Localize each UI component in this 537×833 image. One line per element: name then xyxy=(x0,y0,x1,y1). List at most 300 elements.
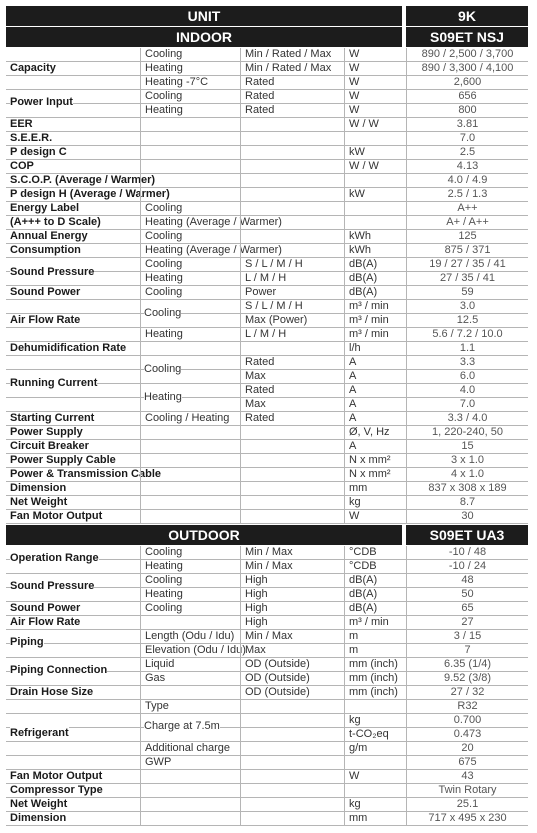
cell-c3: Rated xyxy=(240,90,344,103)
table-row xyxy=(6,602,528,616)
cell-c2 xyxy=(140,496,240,509)
table-row xyxy=(6,286,528,300)
cell-c1 xyxy=(10,742,136,755)
cell-c4: kWh xyxy=(344,230,406,243)
indoor-label: INDOOR xyxy=(176,29,232,45)
cell-c4: W xyxy=(344,770,406,783)
cell-c5: 30 xyxy=(406,510,528,523)
cell-c3: High xyxy=(240,588,344,601)
table-row xyxy=(6,454,528,468)
cell-c3: Rated xyxy=(240,76,344,89)
cell-c4: kWh xyxy=(344,244,406,257)
cell-c4: mm (inch) xyxy=(344,658,406,671)
cell-c5: 0.473 xyxy=(406,728,528,741)
cell-c3 xyxy=(240,426,344,439)
table-row xyxy=(6,798,528,812)
cell-c2 xyxy=(140,146,240,159)
table-row xyxy=(6,48,528,62)
cell-c1: Power & Transmission Cable xyxy=(10,468,161,480)
cell-c3 xyxy=(240,714,344,727)
cell-c1 xyxy=(10,398,136,411)
indoor-model-header xyxy=(406,27,528,47)
cell-c2: Cooling xyxy=(140,546,240,559)
cell-c2: Cooling xyxy=(140,90,240,103)
cell-c2 xyxy=(140,616,240,629)
cell-c3 xyxy=(240,728,344,741)
cell-c2: Elevation (Odu / Idu) xyxy=(140,644,240,657)
table-row xyxy=(6,426,528,440)
cell-c4: mm (inch) xyxy=(344,672,406,685)
cell-c4: dB(A) xyxy=(344,602,406,615)
cell-c4: m xyxy=(344,644,406,657)
piping-label: Piping xyxy=(10,636,44,648)
cell-c3: High xyxy=(240,616,344,629)
cell-c3 xyxy=(240,742,344,755)
cell-c4: l/h xyxy=(344,342,406,355)
cell-c2: Heating (Average / Warmer) xyxy=(140,244,344,257)
cell-c4: A xyxy=(344,398,406,411)
cell-c3: Rated xyxy=(240,104,344,117)
cell-c3 xyxy=(240,244,344,257)
cell-c3 xyxy=(240,812,344,825)
cell-c4 xyxy=(344,756,406,769)
cell-c5: 27 / 35 / 41 xyxy=(406,272,528,285)
cell-c3 xyxy=(240,230,344,243)
cell-c5: 3 / 15 xyxy=(406,630,528,643)
table-row xyxy=(6,630,528,644)
cell-c4: mm (inch) xyxy=(344,686,406,699)
air-flow-cooling-label: Cooling xyxy=(144,307,182,319)
cell-c4 xyxy=(344,700,406,713)
cell-c2 xyxy=(140,426,240,439)
cell-c5: 50 xyxy=(406,588,528,601)
cell-c2: Cooling xyxy=(140,574,240,587)
cell-c1: COP xyxy=(10,160,34,172)
cell-c2: Cooling xyxy=(140,230,240,243)
cell-c2 xyxy=(140,160,240,173)
cell-c2 xyxy=(140,174,240,187)
cell-c1 xyxy=(10,328,136,341)
unit-label: UNIT xyxy=(187,8,221,24)
cell-c1: Sound Power xyxy=(10,286,81,298)
cell-c4 xyxy=(344,216,406,229)
cell-c2 xyxy=(140,784,240,797)
cell-c2 xyxy=(140,686,240,699)
cell-c4: A xyxy=(344,370,406,383)
cell-c4 xyxy=(344,132,406,145)
indoor-header xyxy=(6,27,402,47)
cell-c4: m³ / min xyxy=(344,300,406,313)
cell-c4: °CDB xyxy=(344,560,406,573)
cell-c3: L / M / H xyxy=(240,272,344,285)
table-row xyxy=(6,328,528,342)
cell-c2: Cooling xyxy=(140,48,240,61)
cell-c1: (A+++ to D Scale) xyxy=(10,216,101,228)
indoor-model: S09ET NSJ xyxy=(430,29,504,45)
running-cooling-label: Cooling xyxy=(144,363,182,375)
cell-c3 xyxy=(240,160,344,173)
table-row xyxy=(6,62,528,76)
cell-c5: 3.0 xyxy=(406,300,528,313)
cell-c1: Circuit Breaker xyxy=(10,440,89,452)
cell-c5: 19 / 27 / 35 / 41 xyxy=(406,258,528,271)
cell-c3 xyxy=(240,202,344,215)
table-row xyxy=(6,342,528,356)
cell-c1 xyxy=(10,48,136,61)
outdoor-sound-pressure-label: Sound Pressure xyxy=(10,580,95,592)
table-row xyxy=(6,616,528,630)
cell-c2 xyxy=(140,440,240,453)
cell-c5: 20 xyxy=(406,742,528,755)
cell-c5: 4.0 xyxy=(406,384,528,397)
table-row xyxy=(6,412,528,426)
cell-c3 xyxy=(240,770,344,783)
cell-c5: 12.5 xyxy=(406,314,528,327)
cell-c1 xyxy=(10,76,136,89)
cell-c5: A+ / A++ xyxy=(406,216,528,229)
cell-c4: °CDB xyxy=(344,546,406,559)
cell-c5: -10 / 48 xyxy=(406,546,528,559)
table-row xyxy=(6,440,528,454)
cell-c4: g/m xyxy=(344,742,406,755)
table-row xyxy=(6,314,528,328)
cell-c3 xyxy=(240,216,344,229)
cell-c4: A xyxy=(344,384,406,397)
table-row xyxy=(6,784,528,798)
cell-c4: dB(A) xyxy=(344,258,406,271)
cell-c3 xyxy=(240,756,344,769)
cell-c4: W xyxy=(344,62,406,75)
cell-c5: 2.5 xyxy=(406,146,528,159)
cell-c1: Energy Label xyxy=(10,202,80,214)
cell-c1: P design H (Average / Warmer) xyxy=(10,188,170,200)
cell-c4 xyxy=(344,202,406,215)
cell-c5: 4.0 / 4.9 xyxy=(406,174,528,187)
cell-c3: S / L / M / H xyxy=(240,258,344,271)
table-row xyxy=(6,770,528,784)
cell-c2 xyxy=(140,468,240,481)
table-row xyxy=(6,714,528,728)
cell-c4: W / W xyxy=(344,118,406,131)
table-row xyxy=(6,812,528,826)
cell-c5: 5.6 / 7.2 / 10.0 xyxy=(406,328,528,341)
power-input-label: Power Input xyxy=(10,96,73,108)
table-row xyxy=(6,104,528,118)
cell-c5: 25.1 xyxy=(406,798,528,811)
cell-c3: Rated xyxy=(240,412,344,425)
cell-c1: Annual Energy xyxy=(10,230,88,242)
cell-c3 xyxy=(240,440,344,453)
cell-c5: 2.5 / 1.3 xyxy=(406,188,528,201)
cell-c2: GWP xyxy=(140,756,240,769)
cell-c4: W xyxy=(344,90,406,103)
cell-c1: Fan Motor Output xyxy=(10,770,103,782)
cell-c3 xyxy=(240,784,344,797)
cell-c2: Heating xyxy=(140,328,240,341)
cell-c2 xyxy=(140,770,240,783)
cell-c2: Heating (Average / Warmer) xyxy=(140,216,344,229)
cell-c4: W xyxy=(344,76,406,89)
cell-c4: A xyxy=(344,412,406,425)
cell-c4: mm xyxy=(344,482,406,495)
cell-c4: m xyxy=(344,630,406,643)
capacity-label: Capacity xyxy=(10,62,56,74)
cell-c5: 8.7 xyxy=(406,496,528,509)
cell-c1: Net Weight xyxy=(10,798,68,810)
cell-c1 xyxy=(10,356,136,369)
running-current-label: Running Current xyxy=(10,377,98,389)
table-row xyxy=(6,300,528,314)
cell-c1 xyxy=(10,300,136,313)
cell-c3 xyxy=(240,482,344,495)
cell-c5: 800 xyxy=(406,104,528,117)
cell-c2: Heating xyxy=(140,62,240,75)
cell-c3 xyxy=(240,510,344,523)
cell-c2: Cooling xyxy=(140,602,240,615)
cell-c3: Min / Max xyxy=(240,560,344,573)
cell-c5: 656 xyxy=(406,90,528,103)
cell-c5: 2,600 xyxy=(406,76,528,89)
table-row xyxy=(6,244,528,258)
cell-c4: N x mm² xyxy=(344,468,406,481)
unit-header xyxy=(6,6,402,26)
table-row xyxy=(6,510,528,524)
cell-c3: Min / Max xyxy=(240,546,344,559)
running-heating-label: Heating xyxy=(144,391,182,403)
cell-c3: S / L / M / H xyxy=(240,300,344,313)
cell-c2: Heating xyxy=(140,588,240,601)
cell-c1: Dimension xyxy=(10,482,67,494)
cell-c2: Cooling xyxy=(140,286,240,299)
cell-c3 xyxy=(240,342,344,355)
table-row xyxy=(6,216,528,230)
cell-c4: W xyxy=(344,48,406,61)
cell-c5: 6.0 xyxy=(406,370,528,383)
table-row xyxy=(6,90,528,104)
cell-c2 xyxy=(140,454,240,467)
cell-c3 xyxy=(240,174,344,187)
cell-c3: Power xyxy=(240,286,344,299)
cell-c2: Additional charge xyxy=(140,742,344,755)
cell-c1 xyxy=(10,756,136,769)
cell-c2: Heating xyxy=(140,104,240,117)
cell-c4: W xyxy=(344,510,406,523)
cell-c1: S.C.O.P. (Average / Warmer) xyxy=(10,174,156,186)
cell-c4: kg xyxy=(344,496,406,509)
cell-c3: Min / Max xyxy=(240,630,344,643)
cell-c2 xyxy=(140,188,240,201)
cell-c1: Sound Power xyxy=(10,602,81,614)
table-row xyxy=(6,132,528,146)
cell-c5: 9.52 (3/8) xyxy=(406,672,528,685)
table-row xyxy=(6,230,528,244)
table-row xyxy=(6,496,528,510)
outdoor-model: S09ET UA3 xyxy=(429,527,505,543)
cell-c3: Min / Rated / Max xyxy=(240,62,344,75)
cell-c4: kW xyxy=(344,146,406,159)
table-row xyxy=(6,174,528,188)
cell-c3 xyxy=(240,132,344,145)
cell-c3 xyxy=(240,454,344,467)
cell-c2 xyxy=(140,118,240,131)
cell-c1 xyxy=(10,714,136,727)
cell-c4: dB(A) xyxy=(344,286,406,299)
cell-c2 xyxy=(140,342,240,355)
outdoor-model-header xyxy=(406,525,528,545)
cell-c5: 4 x 1.0 xyxy=(406,468,528,481)
cell-c2: Liquid xyxy=(140,658,240,671)
outdoor-label: OUTDOOR xyxy=(168,527,240,543)
cell-c4: kg xyxy=(344,714,406,727)
cell-c1: Power Supply Cable xyxy=(10,454,116,466)
table-row xyxy=(6,160,528,174)
cell-c1: Net Weight xyxy=(10,496,68,508)
cell-c3: OD (Outside) xyxy=(240,672,344,685)
cell-c5: 27 xyxy=(406,616,528,629)
cell-c3 xyxy=(240,468,344,481)
cell-c1: Consumption xyxy=(10,244,81,256)
table-row xyxy=(6,118,528,132)
cell-c5: 7.0 xyxy=(406,398,528,411)
cell-c5: 65 xyxy=(406,602,528,615)
cell-c5: 890 / 3,300 / 4,100 xyxy=(406,62,528,75)
model-size-header xyxy=(406,6,528,26)
cell-c3: Rated xyxy=(240,384,344,397)
cell-c2: Cooling xyxy=(140,202,240,215)
cell-c5: 7.0 xyxy=(406,132,528,145)
cell-c3 xyxy=(240,118,344,131)
table-row xyxy=(6,202,528,216)
table-row xyxy=(6,356,528,370)
cell-c5: 3.3 xyxy=(406,356,528,369)
table-row xyxy=(6,700,528,714)
cell-c2: Cooling xyxy=(140,258,240,271)
cell-c4: t-CO₂eq xyxy=(344,728,406,741)
cell-c5: 3 x 1.0 xyxy=(406,454,528,467)
cell-c1: Compressor Type xyxy=(10,784,103,796)
cell-c5: 675 xyxy=(406,756,528,769)
cell-c4: N x mm² xyxy=(344,454,406,467)
cell-c5: 1.1 xyxy=(406,342,528,355)
cell-c5: 7 xyxy=(406,644,528,657)
cell-c2 xyxy=(140,510,240,523)
cell-c4: dB(A) xyxy=(344,272,406,285)
cell-c5: 15 xyxy=(406,440,528,453)
cell-c2: Length (Odu / Idu) xyxy=(140,630,240,643)
cell-c4: A xyxy=(344,440,406,453)
cell-c2 xyxy=(140,482,240,495)
cell-c4: m³ / min xyxy=(344,616,406,629)
cell-c4: dB(A) xyxy=(344,574,406,587)
cell-c5: Twin Rotary xyxy=(406,784,528,797)
cell-c5: 125 xyxy=(406,230,528,243)
cell-c1 xyxy=(10,700,136,713)
table-row xyxy=(6,398,528,412)
cell-c5: 717 x 495 x 230 xyxy=(406,812,528,825)
cell-c5: 6.35 (1/4) xyxy=(406,658,528,671)
cell-c1: Dehumidification Rate xyxy=(10,342,127,354)
air-flow-rate-label: Air Flow Rate xyxy=(10,314,81,326)
cell-c3: High xyxy=(240,602,344,615)
cell-c4: dB(A) xyxy=(344,588,406,601)
cell-c4: W / W xyxy=(344,160,406,173)
cell-c5: 3.3 / 4.0 xyxy=(406,412,528,425)
cell-c5: -10 / 24 xyxy=(406,560,528,573)
cell-c3: OD (Outside) xyxy=(240,686,344,699)
cell-c5: 27 / 32 xyxy=(406,686,528,699)
cell-c3: Min / Rated / Max xyxy=(240,48,344,61)
cell-c3: Rated xyxy=(240,356,344,369)
refrigerant-label: Refrigerant xyxy=(10,727,69,739)
cell-c2 xyxy=(140,812,240,825)
refrigerant-charge-label: Charge at 7.5m xyxy=(144,720,220,732)
cell-c5: 890 / 2,500 / 3,700 xyxy=(406,48,528,61)
cell-c1: Dimension xyxy=(10,812,67,824)
table-row xyxy=(6,756,528,770)
table-row xyxy=(6,728,528,742)
cell-c3 xyxy=(240,146,344,159)
model-size: 9K xyxy=(458,8,476,24)
sound-pressure-label: Sound Pressure xyxy=(10,266,95,278)
cell-c4: m³ / min xyxy=(344,314,406,327)
table-row xyxy=(6,742,528,756)
cell-c3 xyxy=(240,188,344,201)
cell-c4 xyxy=(344,174,406,187)
cell-c1: Power Supply xyxy=(10,426,83,438)
piping-connection-label: Piping Connection xyxy=(10,664,108,676)
cell-c3 xyxy=(240,798,344,811)
cell-c4: mm xyxy=(344,812,406,825)
cell-c5: 43 xyxy=(406,770,528,783)
cell-c4: Ø, V, Hz xyxy=(344,426,406,439)
cell-c4: kW xyxy=(344,188,406,201)
cell-c4: m³ / min xyxy=(344,328,406,341)
cell-c3: OD (Outside) xyxy=(240,658,344,671)
table-row xyxy=(6,146,528,160)
cell-c5: 1, 220-240, 50 xyxy=(406,426,528,439)
cell-c2 xyxy=(140,798,240,811)
table-row xyxy=(6,482,528,496)
outdoor-header xyxy=(6,525,402,545)
cell-c2: Heating xyxy=(140,560,240,573)
cell-c4 xyxy=(344,784,406,797)
cell-c1: Fan Motor Output xyxy=(10,510,103,522)
cell-c2 xyxy=(140,132,240,145)
table-row xyxy=(6,188,528,202)
cell-c2: Cooling / Heating xyxy=(140,412,240,425)
cell-c1: Starting Current xyxy=(10,412,95,424)
cell-c2: Heating xyxy=(140,272,240,285)
cell-c1: Air Flow Rate xyxy=(10,616,81,628)
cell-c2: Gas xyxy=(140,672,240,685)
table-row xyxy=(6,644,528,658)
cell-c5: 837 x 308 x 189 xyxy=(406,482,528,495)
table-row xyxy=(6,686,528,700)
cell-c5: A++ xyxy=(406,202,528,215)
cell-c3: Max (Power) xyxy=(240,314,344,327)
cell-c5: 48 xyxy=(406,574,528,587)
cell-c1: S.E.E.R. xyxy=(10,132,53,144)
cell-c5: 3.81 xyxy=(406,118,528,131)
cell-c4: W xyxy=(344,104,406,117)
cell-c3 xyxy=(240,496,344,509)
cell-c5: 59 xyxy=(406,286,528,299)
cell-c2: Heating -7°C xyxy=(140,76,240,89)
cell-c3: Max xyxy=(240,370,344,383)
table-row xyxy=(6,468,528,482)
cell-c3: Max xyxy=(240,398,344,411)
cell-c2: Type xyxy=(140,700,240,713)
